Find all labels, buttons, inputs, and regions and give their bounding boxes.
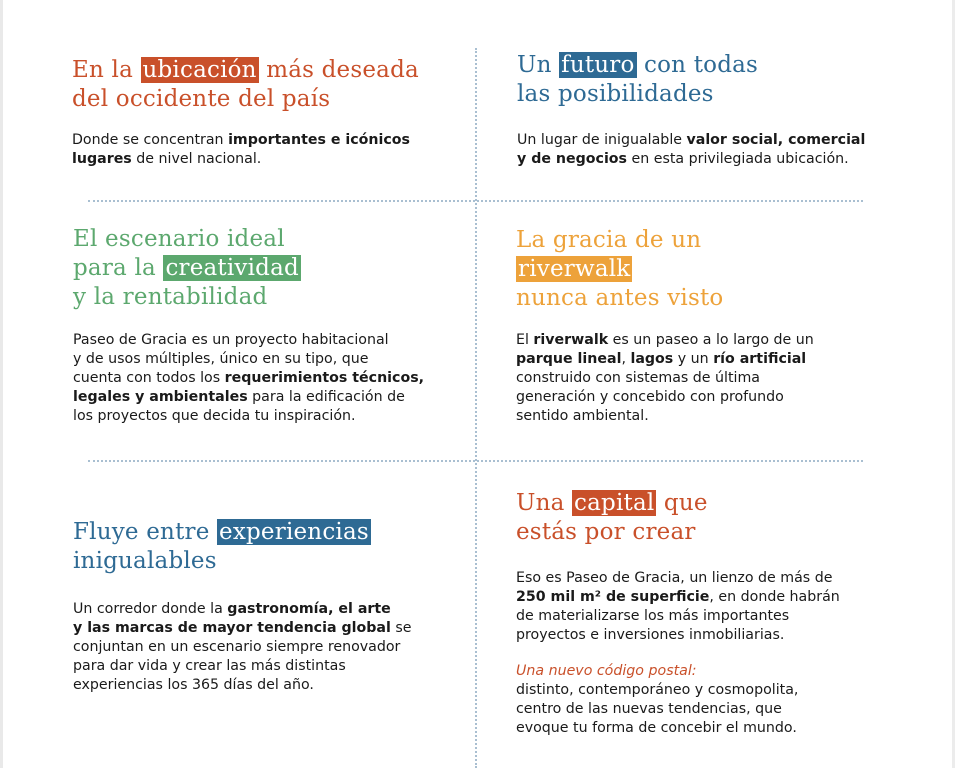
body-text: conjuntan en un escenario siempre renovador (73, 639, 401, 655)
body-bold-text: riverwalk (533, 332, 609, 348)
section-experiencias (73, 518, 468, 695)
heading-text: que (656, 490, 708, 516)
body-text: distinto, contemporáneo y cosmopolita, (516, 682, 799, 698)
section-capital (516, 489, 926, 738)
body-bold-text: lugares (72, 151, 132, 167)
body-bold-text: importantes e icónicos (228, 132, 410, 148)
section-heading (72, 56, 452, 114)
heading-highlight: riverwalk (518, 256, 631, 282)
body-text: en esta privilegiada ubicación. (627, 151, 849, 167)
heading-text: nunca antes visto (516, 285, 724, 311)
body-text: Paseo de Gracia es un proyecto habitacional (73, 332, 389, 348)
section-heading (73, 225, 468, 312)
section-body (73, 331, 468, 426)
horizontal-divider-middle (88, 460, 863, 462)
heading-text: La gracia de un (516, 227, 702, 253)
body-text: se (390, 620, 412, 636)
heading-highlight: experiencias (219, 519, 369, 545)
section-futuro (517, 51, 937, 169)
section-body (516, 569, 926, 645)
body-text: de materializarse los más importantes (516, 608, 790, 624)
body-bold-text: legales y ambientales (73, 389, 248, 405)
body-text: para dar vida y crear las más distintas (73, 658, 346, 674)
body-bold-text: y las marcas de mayor tendencia global (73, 620, 391, 636)
heading-text: más deseada (258, 57, 419, 83)
heading-text: En la (72, 57, 141, 83)
heading-text: Fluye entre (73, 519, 218, 545)
section-riverwalk (516, 226, 916, 426)
heading-text: del occidente del país (72, 86, 331, 112)
body-text: y de usos múltiples, único en su tipo, que (73, 351, 369, 367)
body-text: proyectos e inversiones inmobiliarias. (516, 627, 785, 643)
section-body (73, 600, 468, 695)
heading-text: Una (516, 490, 573, 516)
body-text: El (516, 332, 534, 348)
body-text: centro de las nuevas tendencias, que (516, 701, 782, 717)
body-text: , en donde habrán (709, 589, 840, 605)
heading-text: para la (73, 255, 164, 281)
heading-text: estás por crear (516, 519, 696, 545)
section-ubicacion (72, 56, 452, 169)
body-text: generación y concebido con profundo (516, 389, 784, 405)
heading-highlight: futuro (561, 52, 635, 78)
heading-highlight: creatividad (165, 255, 299, 281)
body-text: construido con sistemas de última (516, 370, 761, 386)
section-body (517, 131, 937, 169)
heading-text: inigualables (73, 548, 217, 574)
heading-highlight: ubicación (142, 57, 257, 83)
section-heading (516, 489, 926, 547)
body-bold-text: requerimientos técnicos, (224, 370, 425, 386)
postal-code-subtitle: Una nuevo código postal: (516, 663, 697, 679)
body-text: de nivel nacional. (131, 151, 262, 167)
body-text: Un corredor donde la (73, 601, 228, 617)
body-bold-text: valor social, comercial (686, 132, 866, 148)
heading-text: El escenario ideal (73, 226, 285, 252)
section-body (72, 131, 452, 169)
section-body (516, 331, 916, 426)
section-heading (73, 518, 468, 576)
body-text: cuenta con todos los (73, 370, 225, 386)
body-bold-text: lagos (630, 351, 674, 367)
body-text: Eso es Paseo de Gracia, un lienzo de más de (516, 570, 833, 586)
horizontal-divider-top (88, 200, 863, 202)
heading-text: las posibilidades (517, 81, 714, 107)
body-text: Donde se concentran (72, 132, 229, 148)
heading-text: y la rentabilidad (73, 284, 268, 310)
body-text: para la edificación de (247, 389, 405, 405)
heading-text: Un (517, 52, 560, 78)
body-text: Un lugar de inigualable (517, 132, 687, 148)
body-text: experiencias los 365 días del año. (73, 677, 314, 693)
vertical-divider (475, 48, 477, 768)
postal-code-note (516, 662, 926, 738)
section-heading (516, 226, 916, 313)
body-text: los proyectos que decida tu inspiración. (73, 408, 356, 424)
section-heading (517, 51, 937, 109)
body-text: es un paseo a lo largo de un (608, 332, 814, 348)
body-text: y un (673, 351, 714, 367)
left-page-edge (0, 0, 3, 768)
section-escenario (73, 225, 468, 426)
body-text: evoque tu forma de concebir el mundo. (516, 720, 797, 736)
body-text: , (621, 351, 631, 367)
body-bold-text: 250 mil m² de superficie (516, 589, 710, 605)
body-bold-text: y de negocios (517, 151, 627, 167)
heading-highlight: capital (574, 490, 655, 516)
body-bold-text: río artificial (713, 351, 807, 367)
body-text: sentido ambiental. (516, 408, 649, 424)
heading-text: con todas (636, 52, 759, 78)
body-bold-text: gastronomía, el arte (227, 601, 391, 617)
body-bold-text: parque lineal (516, 351, 622, 367)
